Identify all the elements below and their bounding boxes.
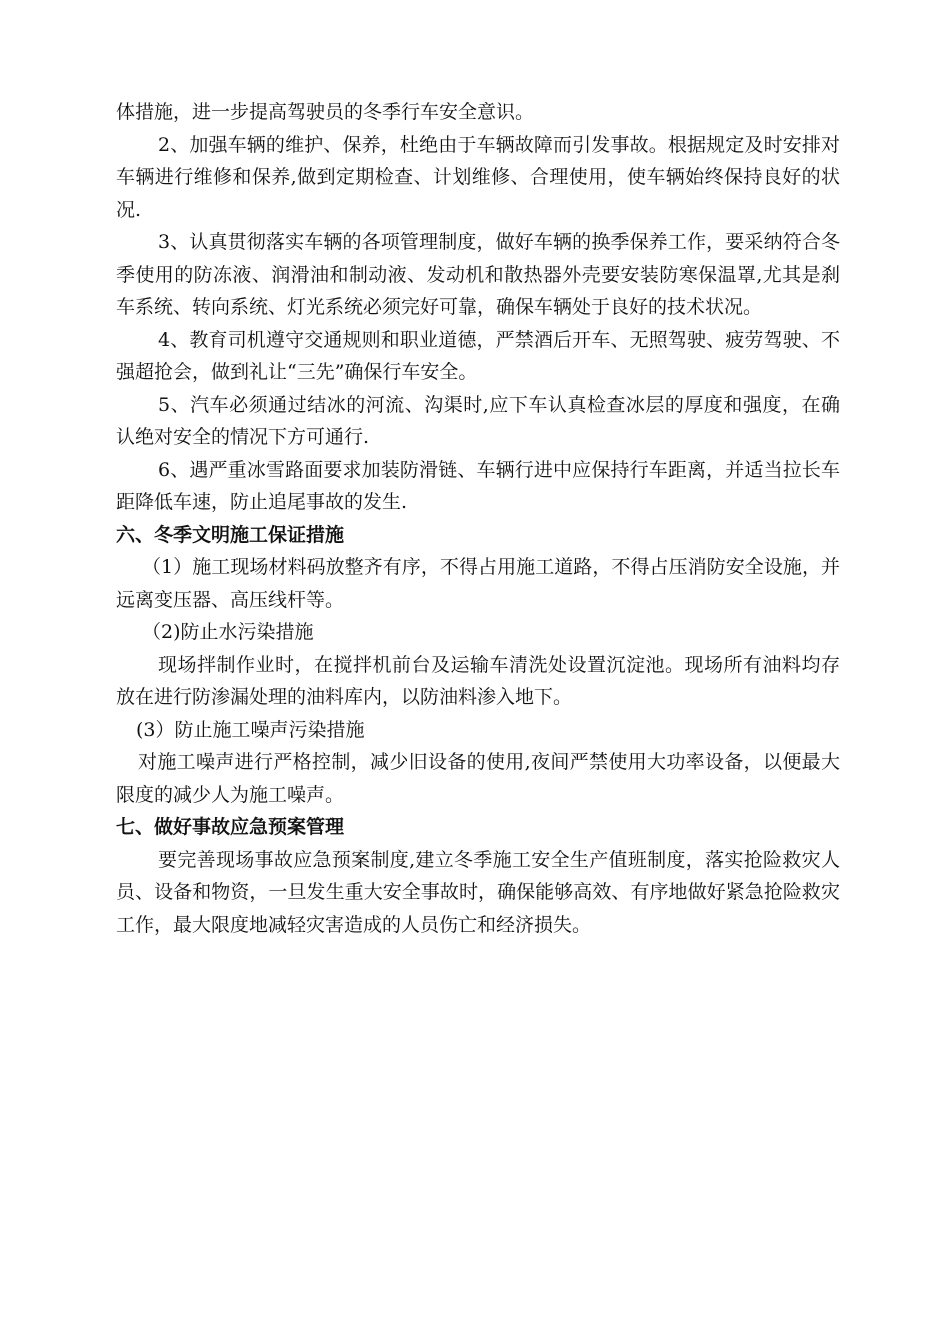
paragraph-item-4: 4、教育司机遵守交通规则和职业道德，严禁酒后开车、无照驾驶、疲劳驾驶、不强超抢会，做到礼让“三先”确保行车安全。 (116, 328, 840, 383)
document-page (116, 96, 840, 941)
paragraph-item-2: 2、加强车辆的维护、保养，杜绝由于车辆故障而引发事故。根据规定及时安排对车辆进行维修和保养,做到定期检查、计划维修、合理使用，使车辆始终保持良好的状况. (116, 133, 840, 221)
paragraph-noise-control: 对施工噪声进行严格控制，减少旧设备的使用,夜间严禁使用大功率设备，以便最大限度的减少人为施工噪声。 (116, 751, 840, 806)
paragraph-intro-continuation: 体措施，进一步提高驾驶员的冬季行车安全意识。 (116, 101, 535, 123)
paragraph-item-3: 3、认真贯彻落实车辆的各项管理制度，做好车辆的换季保养工作，要采纳符合冬季使用的防冻液、润滑油和制动液、发动机和散热器外壳要安装防寒保温罩,尤其是刹车系统、转向系统、灯光系统必须完好可靠，确保车辆处于良好的技术状况。 (116, 231, 840, 318)
paragraph-item-5: 5、汽车必须通过结冰的河流、沟渠时,应下车认真检查冰层的厚度和强度，在确认绝对安全的情况下方可通行. (116, 393, 840, 448)
paragraph-water-pollution: 现场拌制作业时，在搅拌机前台及运输车清洗处设置沉淀池。现场所有油料均存放在进行防渗漏处理的油料库内，以防油料渗入地下。 (116, 653, 840, 708)
section-heading-6: 六、冬季文明施工保证措施 (116, 523, 345, 546)
paragraph-emergency-plan: 要完善现场事故应急预案制度,建立冬季施工安全生产值班制度，落实抢险救灾人员、设备和物资，一旦发生重大安全事故时，确保能够高效、有序地做好紧急抢险救灾工作，最大限度地减轻灾害造成的人员伤亡和经济损失。 (116, 848, 840, 936)
paragraph-sub-2-title: （2)防止水污染措施 (142, 621, 314, 643)
paragraph-sub-3-title: (3）防止施工噪声污染措施 (136, 718, 365, 741)
paragraph-item-6: 6、遇严重冰雪路面要求加装防滑链、车辆行进中应保持行车距离，并适当拉长车距降低车速，防止追尾事故的发生. (116, 458, 840, 513)
paragraph-sub-1: （1）施工现场材料码放整齐有序，不得占用施工道路，不得占压消防安全设施，并远离变压器、高压线杆等。 (116, 556, 840, 611)
section-heading-7: 七、做好事故应急预案管理 (116, 816, 345, 838)
